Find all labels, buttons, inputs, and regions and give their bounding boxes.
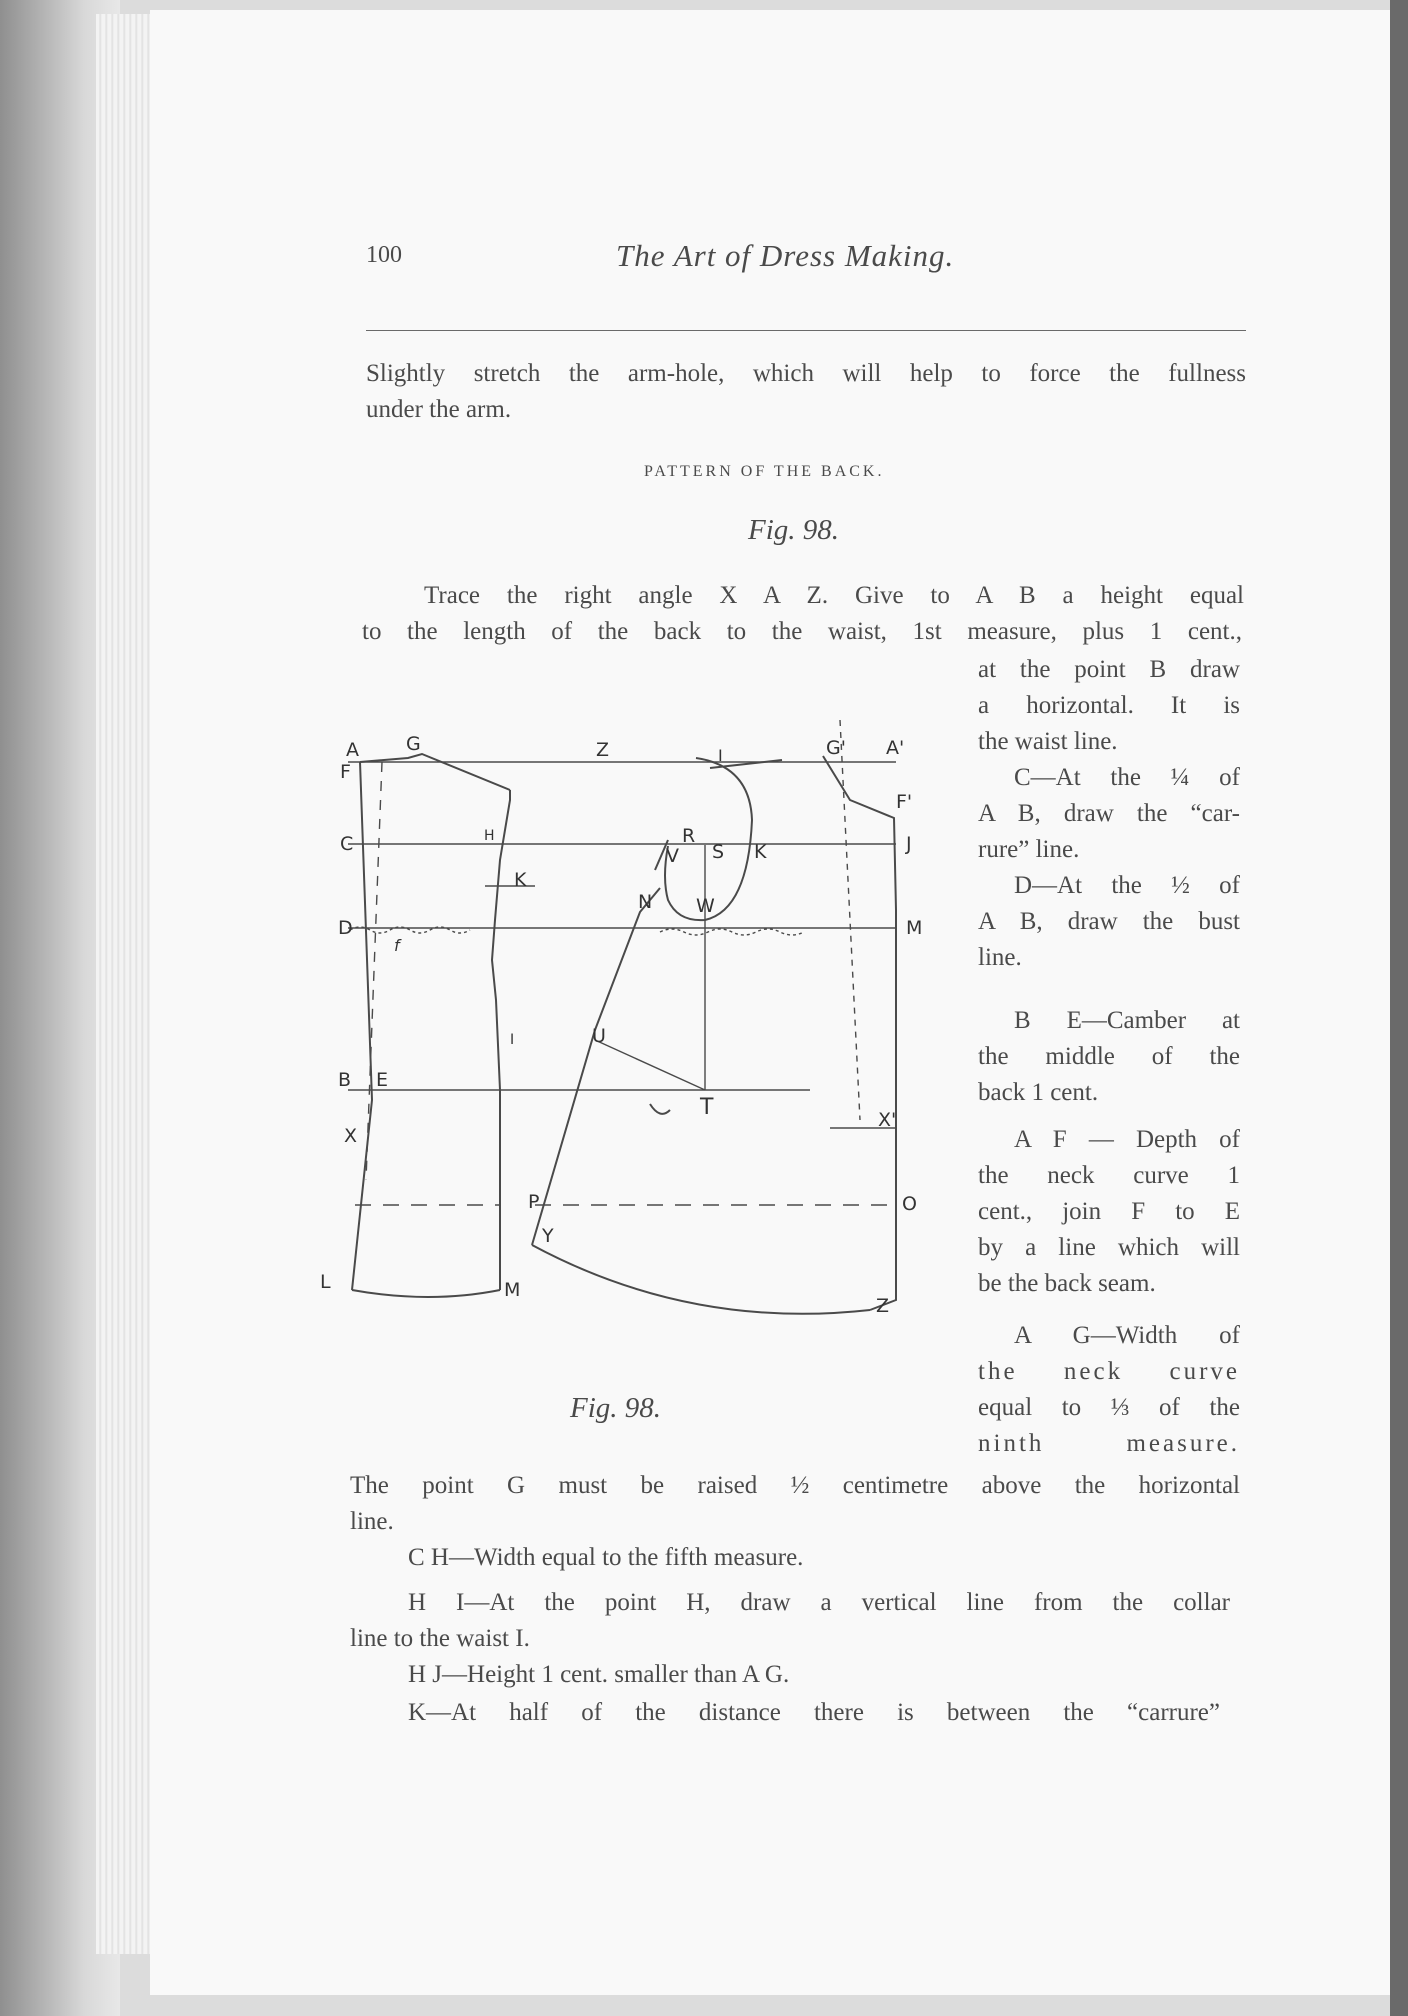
label-Z-front: Z — [876, 1295, 890, 1317]
label-F-prime: F' — [896, 791, 913, 813]
label-E: E — [376, 1069, 389, 1091]
front-dotted-line — [840, 720, 860, 1120]
body-p3-line-2: line to the waist I. — [350, 1625, 530, 1652]
side-line: be the back seam. — [978, 1270, 1156, 1297]
label-W: W — [696, 895, 715, 917]
label-P: P — [528, 1191, 540, 1213]
trace-line-1: Trace the right angle X A Z. Give to A B a height equal — [424, 582, 1244, 609]
side-line: C—At the ¼ of — [1014, 764, 1240, 791]
label-I: I — [510, 1032, 515, 1048]
side-line: D—At the ½ of — [1014, 872, 1240, 899]
label-V: V — [666, 845, 679, 867]
pattern-drawing — [310, 700, 913, 1320]
u-mark — [650, 1104, 670, 1114]
back-seam-line — [352, 762, 372, 1290]
side-line: A B, draw the “car- — [978, 800, 1240, 827]
label-N: N — [638, 891, 653, 913]
label-L: L — [320, 1271, 331, 1293]
pattern-diagram — [310, 700, 923, 1320]
side-line: by a line which will — [978, 1234, 1240, 1261]
front-side-line — [532, 888, 660, 1245]
label-U: U — [592, 1025, 606, 1047]
body-p2: C H—Width equal to the fifth measure. — [408, 1544, 804, 1571]
intro-line-2: under the arm. — [366, 396, 512, 423]
section-heading: PATTERN OF THE BACK. — [644, 463, 885, 480]
label-C: C — [340, 833, 354, 855]
label-R: R — [682, 825, 696, 847]
intro-line-1: Slightly stretch the arm-hole, which will help to force the fullness — [366, 360, 1246, 387]
side-line: A G—Width of — [1014, 1322, 1240, 1349]
side-line: A B, draw the bust — [978, 908, 1240, 935]
label-A-prime: A' — [886, 737, 905, 759]
label-A: A — [346, 739, 359, 761]
running-title: The Art of Dress Making. — [616, 238, 955, 273]
label-X-prime: X' — [878, 1109, 897, 1131]
label-X: X — [344, 1125, 358, 1147]
page-stack-edge — [96, 14, 156, 1954]
label-S: S — [712, 841, 725, 863]
label-Y: Y — [542, 1225, 554, 1247]
page-number: 100 — [366, 242, 402, 268]
header-rule — [366, 330, 1246, 331]
label-T: T — [700, 1095, 714, 1120]
book-right-edge — [1390, 0, 1408, 2016]
body-p5: K—At half of the distance there is between the “carrure” — [408, 1699, 1220, 1726]
label-D: D — [338, 917, 353, 939]
label-G: G — [406, 733, 421, 755]
side-line: line. — [978, 944, 1022, 971]
bust-wavy-front — [660, 929, 804, 935]
body-p3-line-1: H I—At the point H, draw a vertical line from the collar — [408, 1589, 1230, 1616]
label-K: K — [514, 869, 527, 891]
label-Z: Z — [596, 739, 610, 761]
label-J: J — [906, 833, 912, 855]
side-line: a horizontal. It is — [978, 692, 1240, 719]
label-F: F — [340, 761, 351, 783]
label-O: O — [902, 1193, 917, 1215]
side-line: ninth measure. — [978, 1430, 1240, 1457]
side-line: cent., join F to E — [978, 1198, 1240, 1225]
side-line: the neck curve — [978, 1358, 1240, 1385]
side-seam-line — [492, 790, 510, 1290]
back-hem-line — [352, 1290, 500, 1297]
side-line: equal to ⅓ of the — [978, 1394, 1240, 1421]
label-B: B — [338, 1069, 352, 1091]
label-H: H — [484, 828, 495, 844]
side-line: the middle of the — [978, 1043, 1240, 1070]
trace-line-2: to the length of the back to the waist, 1st measure, plus 1 cent., — [362, 618, 1242, 645]
side-line: rure” line. — [978, 836, 1080, 863]
running-header — [366, 238, 1246, 282]
body-p1-line-1: The point G must be raised ½ centimetre above the horizontal — [350, 1472, 1240, 1499]
body-p1-line-2: line. — [350, 1508, 394, 1535]
label-K-front: K — [754, 841, 767, 863]
label-G-prime: G' — [826, 737, 846, 759]
side-line: the neck curve 1 — [978, 1162, 1240, 1189]
side-line: the waist line. — [978, 728, 1118, 755]
side-line: A F — Depth of — [1014, 1126, 1240, 1153]
figure-caption: Fig. 98. — [570, 1392, 662, 1424]
side-line: back 1 cent. — [978, 1079, 1099, 1106]
figure-reference-top: Fig. 98. — [748, 514, 840, 546]
side-line: B E—Camber at — [1014, 1007, 1240, 1034]
label-I-front: I — [718, 746, 723, 765]
u-to-t-line — [595, 1040, 705, 1090]
side-line: at the point B draw — [978, 656, 1240, 683]
front-outline — [823, 756, 896, 1310]
neck-shoulder-line — [360, 754, 510, 790]
front-hem-line — [532, 1245, 870, 1314]
label-f: f — [394, 936, 400, 955]
label-M-front: M — [906, 917, 923, 939]
label-M: M — [504, 1279, 521, 1301]
body-p4: H J—Height 1 cent. smaller than A G. — [408, 1661, 790, 1688]
